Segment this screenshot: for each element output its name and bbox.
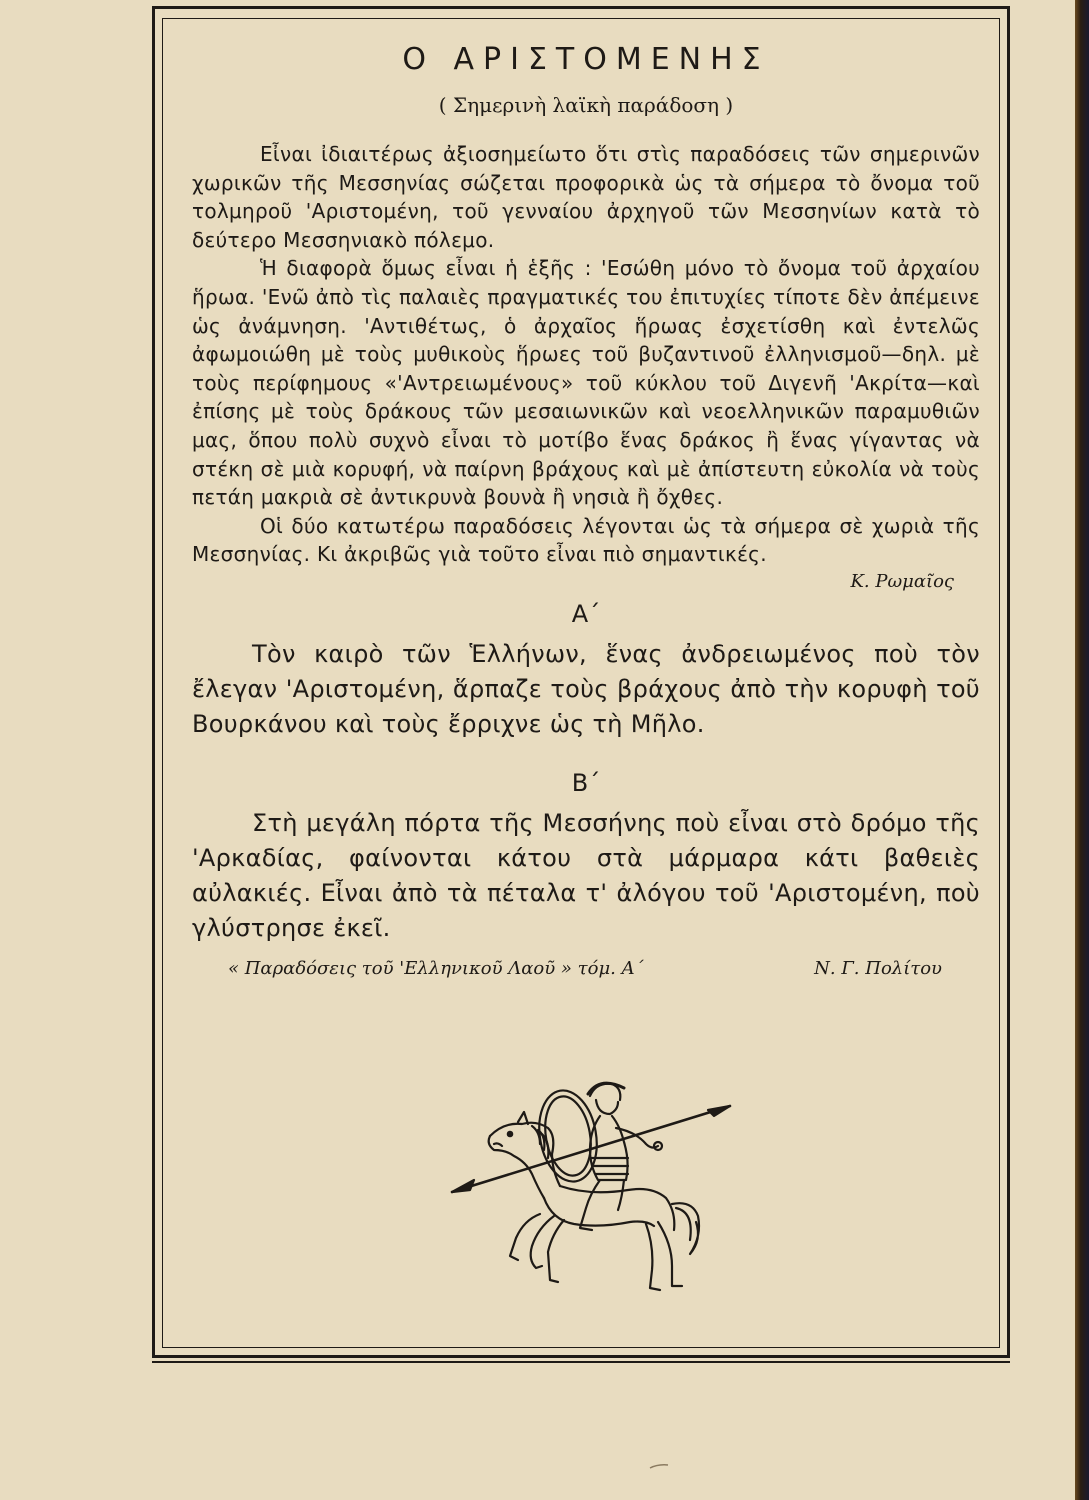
source-citation [228, 956, 942, 982]
intro-paragraph: Εἶναι ἰδιαιτέρως ἀξιοσημείωτο ὅτι στὶς παραδόσεις τῶν σημερινῶν χωρικῶν τῆς Μεσσηνίας σώζεται προφορικὰ ὡς τὰ σήμερα τὸ ὄνομα τοῦ τολμηροῦ 'Αριστομένη, τοῦ γενναίου ἀρχηγοῦ τῶν Μεσσηνίων κατὰ τὸ δεύτερο Μεσσηνιακὸ πόλεμο. [192, 142, 980, 252]
intro-section [192, 140, 980, 569]
intro-paragraph: Ἡ διαφορὰ ὅμως εἶναι ἡ ἑξῆς : 'Εσώθη μόνο τὸ ὄνομα τοῦ ἀρχαίου ἥρωα. 'Ενῶ ἀπὸ τὶς παλαιὲς πραγματικές του ἐπιτυχίες τίποτε δὲν ἀπέμεινε ὡς ἀνάμνηση. 'Αντιθέτως, ὁ ἀρχαῖος ἥρωας ἐσχετίσθη καὶ ἐντελῶς ἀφωμοιώθη μὲ τοὺς μυθικοὺς ἥρωες τοῦ βυζαντινοῦ ἐλληνισμοῦ—δηλ. μὲ τοὺς περίφημους «'Αντρειωμένους» τοῦ κύκλου τοῦ Διγενῆ 'Ακρίτα—καὶ ἐπίσης μὲ τοὺς δράκους τῶν μεσαιωνικῶν καὶ νεοελληνικῶν παραμυθιῶν μας, ὅπου πολὺ συχνὸ εἶναι τὸ μοτίβο ἕνας δράκος ἢ ἕνας γίγαντας νὰ στέκη σὲ μιὰ κορυφή, νὰ παίρνη βράχους καὶ μὲ ἀπίστευτη εὐκολία νὰ τοὺς πετάη μακριὰ σὲ ἀντικρυνὰ βουνὰ ἢ νησιὰ ἢ ὄχθες. [192, 256, 980, 510]
source-author: Ν. Γ. Πολίτου [814, 957, 942, 979]
warrior-on-horseback-icon [440, 1070, 740, 1300]
intro-signature: Κ. Ρωμαῖος [850, 570, 954, 592]
page-title: Ο ΑΡΙΣΤΟΜΕΝΗΣ [402, 42, 770, 77]
section-letter: Β΄ [571, 768, 601, 797]
story-paragraph: Τὸν καιρὸ τῶν Ἑλλήνων, ἕνας ἀνδρειωμένος ποὺ τὸν ἔλεγαν 'Αριστομένη, ἅρπαζε τοὺς βράχους ἀπὸ τὴν κορυφὴ τοῦ Βουρκάνου καὶ τοὺς ἔρριχνε ὡς τὴ Μῆλο. [192, 639, 980, 738]
story-a [192, 599, 980, 742]
pencil-mark [648, 1462, 670, 1470]
page-border-bottom-rule [152, 1361, 1010, 1363]
story-b [192, 768, 980, 946]
source-work: « Παραδόσεις τοῦ 'Ελληνικοῦ Λαοῦ » τόμ. Α΄ [228, 957, 644, 979]
intro-paragraph: Οἱ δύο κατωτέρω παραδόσεις λέγονται ὡς τὰ σήμερα σὲ χωριὰ τῆς Μεσσηνίας. Κι ἀκριβῶς γιὰ τοῦτο εἶναι πιὸ σημαντικές. [192, 513, 980, 567]
page-content [192, 40, 980, 982]
story-paragraph: Στὴ μεγάλη πόρτα τῆς Μεσσήνης ποὺ εἶναι στὸ δρόμο τῆς 'Αρκαδίας, φαίνονται κάτου στὰ μάρμαρα κάτι βαθειὲς αὐλακιές. Εἶναι ἀπὸ τὰ πέταλα τ' ἀλόγου τοῦ 'Αριστομένη, ποὺ γλύστρησε ἐκεῖ. [192, 808, 980, 942]
page-subtitle: ( Σημερινὴ λαϊκὴ παράδοση ) [438, 93, 734, 117]
book-binding-edge [1075, 0, 1089, 1500]
section-letter: Α΄ [571, 599, 601, 628]
